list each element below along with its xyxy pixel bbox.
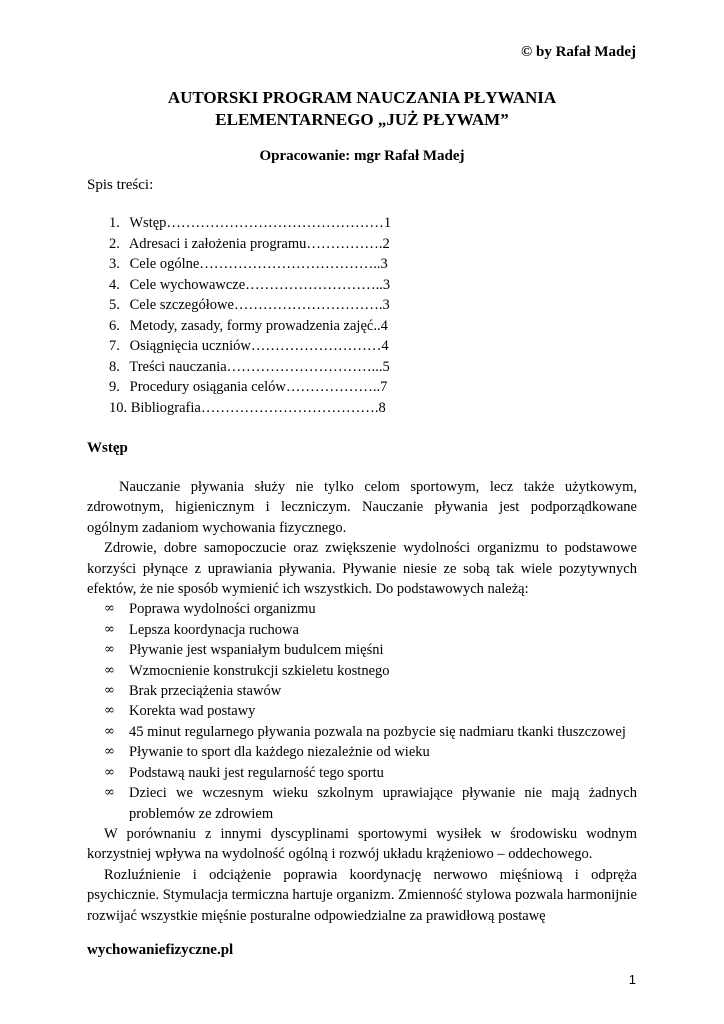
- toc-item: 4. Cele wychowawcze………………………..3: [109, 276, 391, 293]
- author-line: Opracowanie: mgr Rafał Madej: [259, 148, 465, 164]
- benefits-list: [87, 599, 637, 823]
- list-item: ∞ 45 minut regularnego pływania pozwala na pozbycie się nadmiaru tkanki tłuszczowej: [87, 722, 637, 742]
- list-item: ∞ Dzieci we wczesnym wieku szkolnym uprawiające pływanie nie mają żadnych problemów ze zdrowiem: [104, 785, 637, 822]
- infinity-bullet-icon: ∞: [104, 744, 115, 760]
- toc-item: 7. Osiągnięcia uczniów………………………4: [109, 338, 389, 354]
- infinity-bullet-icon: ∞: [104, 764, 115, 780]
- toc-item: 5. Cele szczegółowe………………………….3: [109, 297, 390, 313]
- paragraph: Zdrowie, dobre samopoczucie oraz zwiększenie wydolności organizmu to podstawowe korzyści płynące z uprawiania pływania. Pływanie niesie ze sobą tak wiele pozytywnych efektów, że nie sposób wymienić ich wszystkich. Do podstawowych należą:: [87, 540, 637, 598]
- paragraph: Nauczanie pływania służy nie tylko celom sportowym, lecz także użytkowym, zdrowotnym, higienicznym i leczniczym. Nauczanie pływania jest podporządkowane ogólnym zadaniom wychowania fizycznego.: [87, 479, 637, 536]
- section-body: [87, 477, 637, 926]
- infinity-bullet-icon: ∞: [104, 703, 115, 719]
- toc-item: 9. Procedury osiągania celów………………..7: [109, 379, 388, 395]
- table-of-contents: [109, 213, 391, 418]
- copyright-notice: © by Rafał Madej: [521, 44, 636, 60]
- title-line-2: ELEMENTARNEGO „JUŻ PŁYWAM”: [215, 110, 509, 129]
- toc-item: 8. Treści nauczania…………………………...5: [109, 358, 390, 375]
- document-title: [0, 87, 724, 131]
- toc-item: 6. Metody, zasady, formy prowadzenia zajęć..4: [109, 317, 388, 334]
- list-item: ∞ Korekta wad postawy: [87, 701, 637, 721]
- toc-item: 1. Wstęp………………………………………1: [109, 215, 392, 231]
- infinity-bullet-icon: ∞: [104, 601, 115, 617]
- list-item: ∞ Lepsza koordynacja ruchowa: [87, 620, 637, 640]
- infinity-bullet-icon: ∞: [104, 621, 115, 637]
- toc-item: 2. Adresaci i założenia programu…………….2: [109, 235, 390, 252]
- toc-item: 10. Bibliografia……………………………….8: [109, 399, 386, 416]
- infinity-bullet-icon: ∞: [104, 723, 115, 739]
- infinity-bullet-icon: ∞: [104, 785, 115, 801]
- infinity-bullet-icon: ∞: [104, 683, 115, 699]
- infinity-bullet-icon: ∞: [104, 662, 115, 678]
- list-item: ∞ Poprawa wydolności organizmu: [87, 599, 637, 619]
- list-item: ∞ Pływanie jest wspaniałym budulcem mięśni: [87, 640, 637, 660]
- list-item: ∞ Brak przeciążenia stawów: [87, 681, 637, 701]
- paragraph: W porównaniu z innymi dyscyplinami sportowymi wysiłek w środowisku wodnym korzystniej wpływa na wydolność ogólną i rozwój układu krążeniowo – oddechowego.: [87, 825, 637, 863]
- section-heading: Wstęp: [87, 440, 128, 456]
- toc-heading: Spis treści:: [87, 177, 154, 193]
- paragraph: Rozluźnienie i odciążenie poprawia koordynację nerwowo mięśniową i odpręża psychicznie. Stymulacja termiczna hartuje organizm. Zmienność stylowa pozwala harmonijnie rozwijać wszystkie mięśnie posturalne odpowiedzialne za prawidłową postawę: [87, 866, 637, 924]
- infinity-bullet-icon: ∞: [104, 642, 115, 658]
- list-item: ∞ Wzmocnienie konstrukcji szkieletu kostnego: [87, 661, 637, 681]
- title-line-1: AUTORSKI PROGRAM NAUCZANIA PŁYWANIA: [167, 88, 557, 107]
- toc-item: 3. Cele ogólne………………………………..3: [109, 256, 388, 272]
- list-item: ∞ Pływanie to sport dla każdego niezależnie od wieku: [87, 742, 637, 762]
- footer-website: wychowaniefizyczne.pl: [87, 942, 234, 958]
- list-item: ∞ Podstawą nauki jest regularność tego sportu: [87, 763, 637, 783]
- page-number: 1: [628, 972, 636, 987]
